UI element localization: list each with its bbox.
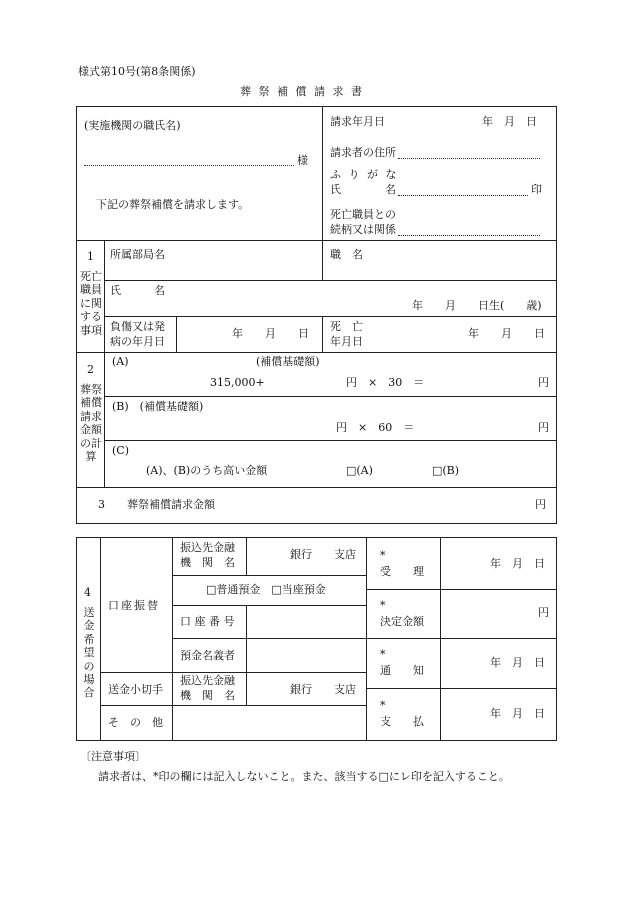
notice-ymd: 年 月 日 xyxy=(490,656,545,669)
calc-b-yen: 円 xyxy=(538,421,549,434)
notice-label: 通 知 xyxy=(380,664,424,677)
bank-label-2: 機 関 名 xyxy=(180,556,235,569)
account-no-label: 口 座 番 号 xyxy=(180,615,235,628)
death-label-1: 死 亡 xyxy=(330,320,363,333)
form-number: 様式第10号(第8条関係) xyxy=(78,65,196,78)
option-b-checkbox[interactable]: □(B) xyxy=(432,464,460,477)
receipt-mark: * xyxy=(380,549,386,562)
calc-c-text: (A)、(B)のうち高い金額 xyxy=(146,464,268,477)
decided-yen: 円 xyxy=(538,606,549,619)
agency-name-field[interactable] xyxy=(84,165,294,166)
calc-b-formula: 円 × 60 ＝ xyxy=(336,421,415,434)
payment-label: 支 払 xyxy=(380,715,424,728)
calc-a-amount: 315,000+ xyxy=(210,376,265,389)
request-text: 下記の葬祭補償を請求します。 xyxy=(96,198,250,211)
agency-label: (実施機関の職氏名) xyxy=(84,119,181,132)
check-bank-label-2: 機 関 名 xyxy=(180,689,235,702)
request-date-ymd: 年 月 日 xyxy=(482,115,537,128)
other-label: そ の 他 xyxy=(108,716,163,729)
relation-label-1: 死亡職員との xyxy=(330,208,396,221)
claimant-name-label: 氏 名 xyxy=(330,183,396,196)
form-title: 葬 祭 補 償 請 求 書 xyxy=(240,85,364,98)
payment-ymd: 年 月 日 xyxy=(490,707,545,720)
section4-side-label: 送金希望の場合 xyxy=(83,606,95,700)
address-field[interactable] xyxy=(398,158,540,159)
relation-field[interactable] xyxy=(398,235,540,236)
receipt-label: 受 理 xyxy=(380,565,424,578)
receipt-ymd: 年 月 日 xyxy=(490,557,545,570)
decided-mark: * xyxy=(380,599,386,612)
notes-text: 請求者は、*印の欄には記入しないこと。また、該当する□にレ印を記入すること。 xyxy=(98,770,510,783)
claimant-name-field[interactable] xyxy=(398,195,528,196)
seal-mark: 印 xyxy=(531,183,542,196)
option-a-checkbox[interactable]: □(A) xyxy=(346,464,373,477)
section1-number: 1 xyxy=(87,250,94,263)
injury-label-2: 病の年月日 xyxy=(110,335,165,348)
bank-branch: 銀行 支店 xyxy=(290,548,356,561)
deposit-type-checkboxes[interactable]: □普通預金 □当座預金 xyxy=(206,583,326,596)
decided-label: 決定金額 xyxy=(380,615,424,628)
notes-heading: 〔注意事項〕 xyxy=(80,750,146,763)
calc-a-label: (A) xyxy=(112,355,129,368)
death-label-2: 年月日 xyxy=(330,335,363,348)
section4-number: 4 xyxy=(84,586,91,599)
bank-label-1: 振込先金融 xyxy=(180,541,235,554)
calc-a-yen: 円 xyxy=(538,376,549,389)
address-label: 請求者の住所 xyxy=(330,146,396,159)
dept-label: 所属部局名 xyxy=(110,248,165,261)
check-bank-branch: 銀行 支店 xyxy=(290,683,356,696)
calc-c-label: (C) xyxy=(112,444,129,457)
sama-label: 様 xyxy=(297,154,308,167)
death-date: 年 月 日 xyxy=(468,327,545,340)
check-label: 送金小切手 xyxy=(108,683,163,696)
injury-date: 年 月 日 xyxy=(232,327,309,340)
injury-label-1: 負傷又は発 xyxy=(110,320,165,333)
total-amount-label: 3 葬祭補償請求金額 xyxy=(98,498,215,511)
check-bank-label-1: 振込先金融 xyxy=(180,674,235,687)
deceased-name-label: 氏 名 xyxy=(110,284,165,297)
calc-a-formula: 円 × 30 ＝ xyxy=(346,376,425,389)
calc-a-base-label: (補償基礎額) xyxy=(256,355,320,368)
transfer-label: 口座振替 xyxy=(108,599,160,612)
request-date-label: 請求年月日 xyxy=(330,115,385,128)
account-holder-label: 預金名義者 xyxy=(180,649,235,662)
section2-side-label: 葬祭補償請求金額の計算 xyxy=(80,383,102,464)
job-label: 職 名 xyxy=(330,248,363,261)
section1-side-label: 死亡職員に関する事項 xyxy=(80,270,102,337)
payment-mark: * xyxy=(380,699,386,712)
relation-label-2: 続柄又は関係 xyxy=(330,223,396,236)
calc-b-label: (B) (補償基礎額) xyxy=(112,400,204,413)
notice-mark: * xyxy=(380,648,386,661)
section2-number: 2 xyxy=(87,363,94,376)
birth-date: 年 月 日生( 歳) xyxy=(412,299,542,312)
furigana-label: ふ り が な xyxy=(330,168,399,181)
total-amount-yen: 円 xyxy=(535,498,546,511)
